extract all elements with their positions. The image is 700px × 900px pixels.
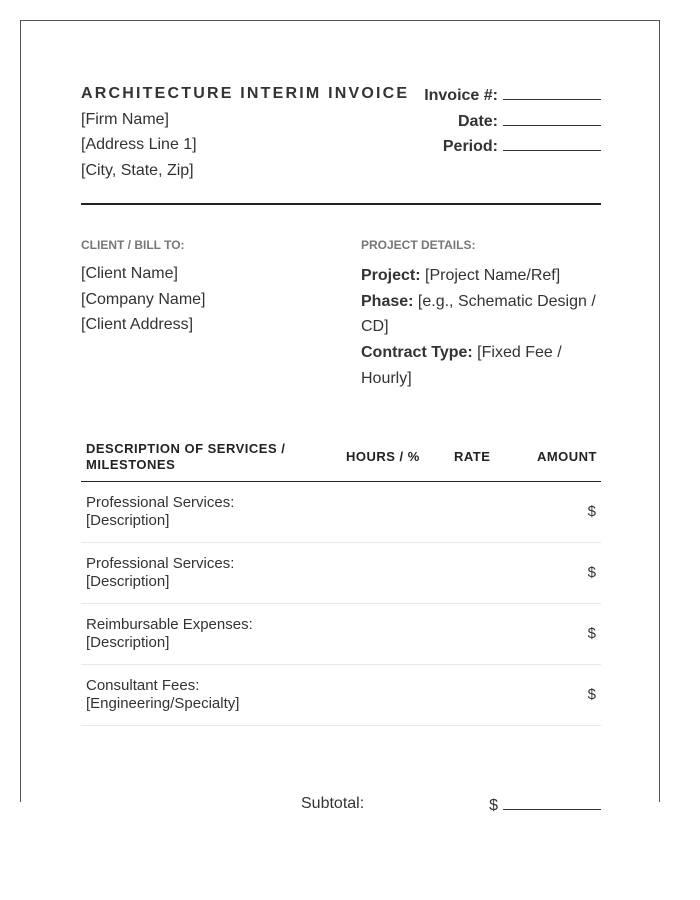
date-label: Date: bbox=[457, 113, 498, 130]
phase-label: Phase: bbox=[361, 292, 414, 310]
project-details bbox=[361, 263, 606, 392]
row-description-line-1: Professional Services: bbox=[86, 555, 235, 572]
header-rate: RATE bbox=[454, 449, 491, 464]
project-section-label: PROJECT DETAILS: bbox=[361, 238, 476, 252]
firm-city-state-zip: [City, State, Zip] bbox=[81, 162, 194, 179]
client-section-label: CLIENT / BILL TO: bbox=[81, 238, 185, 252]
phase-row bbox=[361, 289, 606, 340]
header-amount: AMOUNT bbox=[536, 449, 597, 464]
period-label: Period: bbox=[442, 138, 498, 155]
row-description-line-1: Reimbursable Expenses: bbox=[86, 616, 253, 633]
row-description-line-2: [Description] bbox=[86, 634, 170, 651]
date-field[interactable] bbox=[503, 111, 601, 126]
table-row bbox=[81, 543, 601, 604]
header-hours: HOURS / % bbox=[346, 449, 420, 464]
period-row bbox=[443, 136, 601, 156]
row-description bbox=[86, 494, 234, 530]
row-description-line-1: Consultant Fees: bbox=[86, 677, 200, 694]
contract-type-row bbox=[361, 340, 606, 391]
services-table bbox=[81, 439, 601, 726]
period-field[interactable] bbox=[503, 136, 601, 151]
header-description-line-1: DESCRIPTION OF SERVICES / bbox=[86, 441, 286, 456]
invoice-header bbox=[81, 83, 601, 183]
contract-type-value: [Fixed Fee / Hourly] bbox=[361, 344, 562, 387]
client-name: [Client Name] bbox=[81, 265, 178, 282]
row-description-line-1: Professional Services: bbox=[86, 494, 235, 511]
date-row bbox=[458, 111, 601, 131]
row-description bbox=[86, 616, 253, 652]
row-amount: $ bbox=[587, 625, 596, 642]
row-amount: $ bbox=[587, 686, 596, 703]
subtotal-label: Subtotal: bbox=[301, 795, 365, 812]
project-label: Project: bbox=[361, 267, 421, 284]
table-row bbox=[81, 665, 601, 726]
client-address: [Client Address] bbox=[81, 316, 194, 333]
header-description-line-2: MILESTONES bbox=[86, 457, 176, 472]
subtotal-currency: $ bbox=[489, 797, 498, 814]
invoice-number-field[interactable] bbox=[503, 85, 601, 100]
row-amount: $ bbox=[587, 503, 596, 520]
invoice-title: ARCHITECTURE INTERIM INVOICE bbox=[81, 85, 410, 102]
row-amount: $ bbox=[587, 564, 596, 581]
table-row bbox=[81, 482, 601, 543]
phase-value: [e.g., Schematic Design / CD] bbox=[361, 292, 596, 336]
project-value: [Project Name/Ref] bbox=[425, 267, 561, 284]
row-description-line-2: [Engineering/Specialty] bbox=[86, 695, 240, 712]
row-description bbox=[86, 555, 234, 591]
row-description-line-2: [Description] bbox=[86, 573, 170, 590]
firm-name: [Firm Name] bbox=[81, 111, 169, 128]
invoice-sheet bbox=[20, 20, 660, 814]
header-description bbox=[86, 441, 285, 473]
invoice-number-row bbox=[424, 85, 601, 105]
subtotal-value bbox=[489, 795, 601, 815]
row-description bbox=[86, 677, 239, 713]
table-row bbox=[81, 604, 601, 665]
client-company: [Company Name] bbox=[81, 291, 206, 308]
firm-address-line-1: [Address Line 1] bbox=[81, 136, 197, 153]
invoice-number-label: Invoice #: bbox=[424, 87, 498, 104]
subtotal-field[interactable] bbox=[503, 795, 601, 810]
project-row bbox=[361, 263, 606, 289]
contract-type-label: Contract Type: bbox=[361, 344, 473, 362]
row-description-line-2: [Description] bbox=[86, 512, 170, 529]
header-divider bbox=[81, 203, 601, 205]
table-header bbox=[81, 439, 601, 482]
